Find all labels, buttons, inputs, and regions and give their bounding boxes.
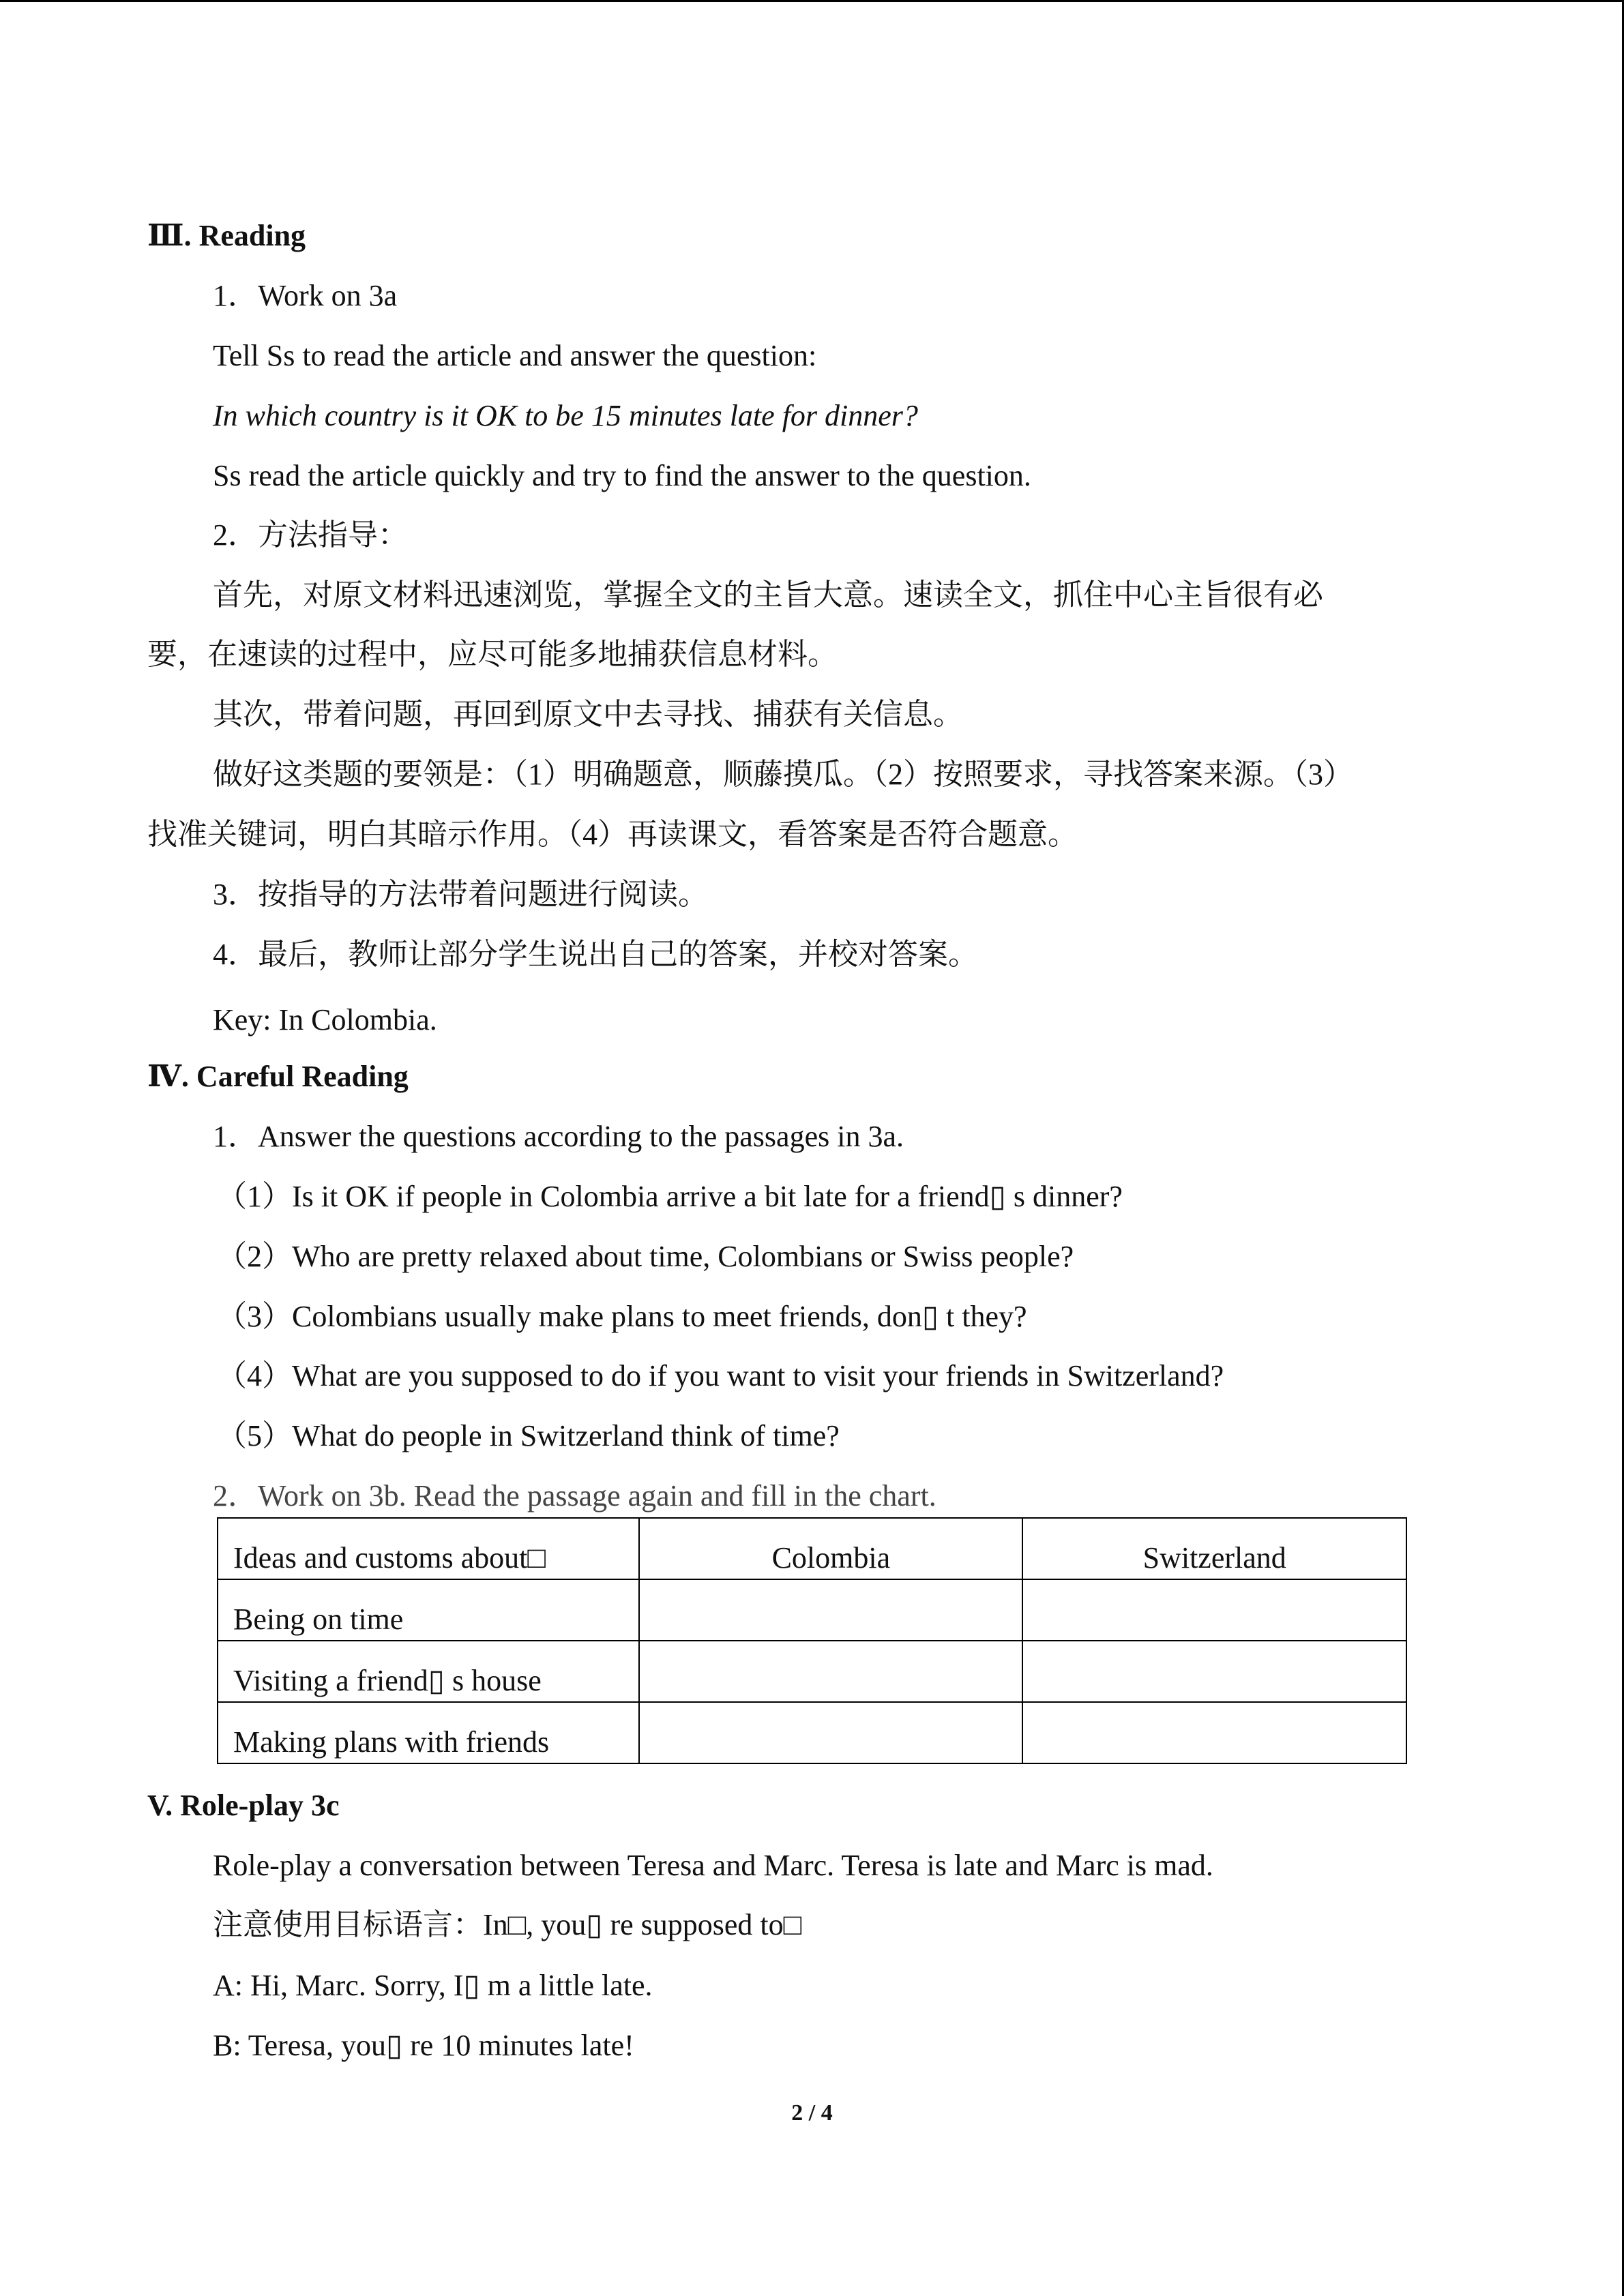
paragraph: Ss read the article quickly and try to find the answer to the question. bbox=[213, 459, 1031, 492]
table-cell-blank bbox=[639, 1579, 1022, 1641]
table-header-cell: Ideas and customs about□ bbox=[218, 1518, 639, 1579]
paragraph: Role-play a conversation between Teresa and Marc. Teresa is late and Marc is mad. bbox=[213, 1849, 1213, 1882]
section-heading-careful-reading: Ⅳ. Careful Reading bbox=[147, 1060, 409, 1093]
list-item: 3．按指导的方法带着问题进行阅读。 bbox=[213, 878, 708, 911]
target-language: 注意使用目标语言：In□, you▯ re supposed to□ bbox=[213, 1908, 802, 1941]
table-cell-blank bbox=[1022, 1641, 1406, 1702]
paragraph: 找准关键词，明白其暗示作用。（4）再读课文，看答案是否符合题意。 bbox=[147, 818, 1078, 851]
paragraph: 做好这类题的要领是：（1）明确题意，顺藤摸瓜。（2）按照要求，寻找答案来源。（3） bbox=[213, 758, 1353, 791]
table-header-row bbox=[218, 1518, 1406, 1579]
question-item: （3）Colombians usually make plans to meet friends, don▯ t they? bbox=[217, 1300, 1027, 1333]
table-cell-blank bbox=[639, 1702, 1022, 1763]
table-row bbox=[218, 1579, 1406, 1641]
customs-chart bbox=[217, 1517, 1407, 1764]
paragraph: 其次，带着问题，再回到原文中去寻找、捕获有关信息。 bbox=[213, 698, 963, 731]
list-item: 4．最后，教师让部分学生说出自己的答案，并校对答案。 bbox=[213, 938, 978, 971]
list-item: 2．方法指导： bbox=[213, 518, 408, 552]
table-row bbox=[218, 1702, 1406, 1763]
table-row bbox=[218, 1641, 1406, 1702]
answer-key: Key: In Colombia. bbox=[213, 1003, 437, 1037]
question-item: （2）Who are pretty relaxed about time, Colombians or Swiss people? bbox=[217, 1240, 1074, 1273]
section-heading-role-play: V. Role-play 3c bbox=[147, 1789, 340, 1822]
paragraph: 首先，对原文材料迅速浏览，掌握全文的主旨大意。速读全文，抓住中心主旨很有必 bbox=[213, 578, 1323, 612]
dialogue-line: A: Hi, Marc. Sorry, I▯ m a little late. bbox=[213, 1969, 653, 2002]
table-header-cell: Switzerland bbox=[1022, 1518, 1406, 1579]
table-cell-blank bbox=[1022, 1702, 1406, 1763]
question-item: （1）Is it OK if people in Colombia arrive a bit late for a friend▯ s dinner? bbox=[217, 1180, 1123, 1213]
table-row-label: Making plans with friends bbox=[218, 1702, 639, 1763]
list-item: 1．Work on 3a bbox=[213, 279, 398, 312]
table-row-label: Visiting a friend▯ s house bbox=[218, 1641, 639, 1702]
table-header-cell: Colombia bbox=[639, 1518, 1022, 1579]
question-item: （4）What are you supposed to do if you want to visit your friends in Switzerland? bbox=[217, 1359, 1224, 1392]
table-cell-blank bbox=[1022, 1579, 1406, 1641]
table-cell-blank bbox=[639, 1641, 1022, 1702]
paragraph: Tell Ss to read the article and answer the question: bbox=[213, 339, 817, 372]
paragraph: 要，在速读的过程中，应尽可能多地捕获信息材料。 bbox=[147, 638, 838, 671]
table-row-label: Being on time bbox=[218, 1579, 639, 1641]
question-text: In which country is it OK to be 15 minutes late for dinner? bbox=[213, 399, 918, 432]
section-heading-reading: Ⅲ. Reading bbox=[147, 219, 306, 252]
top-border bbox=[0, 0, 1624, 2]
question-item: （5）What do people in Switzerland think of time? bbox=[217, 1419, 840, 1452]
page-number: 2 / 4 bbox=[791, 2100, 833, 2126]
list-item: 2．Work on 3b. Read the passage again and fill in the chart. bbox=[213, 1479, 936, 1512]
list-item: 1．Answer the questions according to the passages in 3a. bbox=[213, 1120, 904, 1153]
dialogue-line: B: Teresa, you▯ re 10 minutes late! bbox=[213, 2029, 634, 2062]
